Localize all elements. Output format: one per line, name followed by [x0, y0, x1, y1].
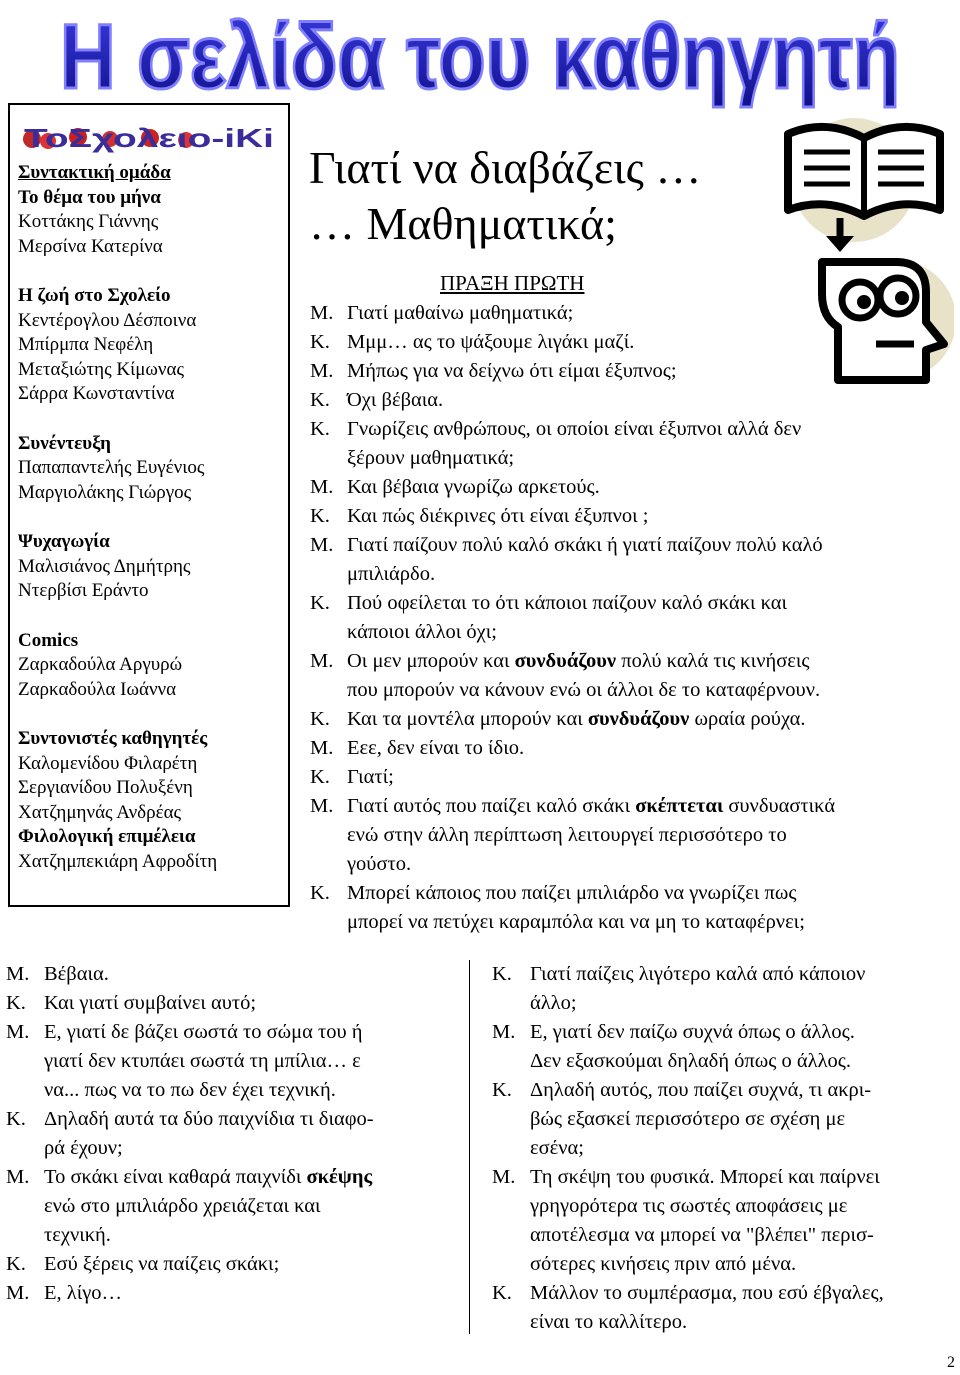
dialogue-line [492, 1134, 952, 1163]
speaker-label: Μ. [310, 534, 334, 556]
sidebar-section-heading: Ψυχαγωγία [18, 531, 110, 552]
sidebar-member-name: Μαργιολάκης Γιώργος [18, 481, 192, 503]
speaker-label: Κ. [6, 1253, 26, 1275]
dialogue-turn [6, 1105, 462, 1163]
dialogue-text: Εσύ ξέρεις να παίζεις σκάκι; [44, 1253, 280, 1275]
dialogue-text: γούστο. [347, 853, 412, 875]
sidebar-spacer [18, 407, 280, 432]
dialogue-line [6, 1076, 462, 1105]
dialogue-text: Και πώς διέκρινες ότι είναι έξυπνοι ; [347, 505, 649, 527]
dialogue-text: σότερες κινήσεις πριν από μένα. [530, 1253, 797, 1275]
speaker-label: Μ. [310, 360, 334, 382]
dialogue-line [492, 1018, 952, 1047]
dialogue-text: ενώ στο μπιλιάρδο χρειάζεται και [44, 1195, 321, 1217]
banner-title: Η σελίδα του καθηγητή [60, 6, 900, 108]
dialogue-line [310, 415, 950, 444]
dialogue-text: Ε, γιατί δε βάζει σωστά το σώμα του ή [44, 1021, 363, 1043]
sidebar-member-name: Σάρρα Κωνσταντίνα [18, 383, 175, 404]
dialogue-line [6, 1105, 462, 1134]
sidebar-member-name: Μαλισιάνος Δημήτρης [18, 555, 191, 577]
dialogue-text: άλλο; [530, 992, 577, 1014]
dialogue-text: τεχνική. [44, 1224, 111, 1246]
dialogue-turn [310, 415, 950, 473]
dialogue-text: Και τα μοντέλα μπορούν και συνδυάζουν ωραία ρούχα. [347, 708, 806, 730]
sidebar-spacer [18, 505, 280, 530]
dialogue-line [310, 531, 950, 560]
dialogue-turn [310, 792, 950, 879]
sidebar-member-name: Χατζημπεκιάρη Αφροδίτη [18, 850, 218, 872]
dialogue-text: Μμμ… ας το ψάξουμε λιγάκι μαζί. [347, 331, 635, 353]
dialogue-line [6, 1250, 462, 1279]
dialogue-turn [310, 328, 950, 357]
dialogue-text: Οι μεν μπορούν και συνδυάζουν πολύ καλά τις κινήσεις [347, 650, 810, 672]
dialogue-turn [310, 386, 950, 415]
dialogue-line [492, 1279, 952, 1308]
dialogue-line [6, 1163, 462, 1192]
speaker-label: Μ. [492, 1166, 516, 1188]
dialogue-text: Δεν εξασκούμαι δηλαδή όπως ο άλλος. [530, 1050, 852, 1072]
speaker-label: Μ. [492, 1021, 516, 1043]
speaker-label: Μ. [310, 795, 334, 817]
dialogue-text: Μπορεί κάποιος που παίζει μπιλιάρδο να γνωρίζει πως [347, 882, 797, 904]
dialogue-turn [6, 1018, 462, 1105]
dialogue-right-column [492, 960, 952, 1337]
speaker-label: Κ. [310, 592, 330, 614]
dialogue-text: Μάλλον το συμπέρασμα, που εσύ έβγαλες, [530, 1282, 884, 1304]
dialogue-text: Πού οφείλεται το ότι κάποιοι παίζουν καλό σκάκι και [347, 592, 787, 614]
dialogue-text: αποτέλεσμα να μπορεί να "βλέπει" περισ- [530, 1224, 874, 1246]
dialogue-text: γιατί δεν κτυπάει σωστά τη μπίλια… ε [44, 1050, 361, 1072]
dialogue-turn [310, 705, 950, 734]
dialogue-text: Γιατί; [347, 766, 394, 788]
speaker-label: Κ. [310, 766, 330, 788]
dialogue-turn [310, 763, 950, 792]
dialogue-line [310, 676, 950, 705]
dialogue-line [310, 879, 950, 908]
speaker-label: Μ. [310, 476, 334, 498]
dialogue-line [310, 763, 950, 792]
dialogue-line [310, 589, 950, 618]
dialogue-text: Ε, λίγο… [44, 1282, 123, 1304]
sidebar-member-name: Παπαπαντελής Ευγένιος [18, 457, 205, 478]
dialogue-text: Γιατί αυτός που παίζει καλό σκάκι σκέπτεται συνδυαστικά [347, 795, 836, 817]
speaker-label: Κ. [492, 1079, 512, 1101]
dialogue-line [310, 821, 950, 850]
dialogue-text: μπορεί να πετύχει καραμπόλα και να μη το καταφέρνει; [347, 911, 805, 933]
speaker-label: Κ. [310, 389, 330, 411]
dialogue-text: εσένα; [530, 1137, 584, 1159]
dialogue-turn [310, 531, 950, 589]
dialogue-line [310, 386, 950, 415]
sidebar-member-name: Καλομενίδου Φιλαρέτη [18, 752, 198, 774]
dialogue-turn [310, 502, 950, 531]
dialogue-turn [310, 647, 950, 705]
dialogue-text: Τη σκέψη του φυσικά. Μπορεί και παίρνει [530, 1166, 880, 1188]
dialogue-text: μπιλιάρδο. [347, 563, 436, 585]
dialogue-text: κάποιοι άλλοι όχι; [347, 621, 497, 643]
dialogue-line [310, 328, 950, 357]
dialogue-line [492, 1221, 952, 1250]
dialogue-line [6, 1279, 462, 1308]
sidebar-member-name: Κεντέρογλου Δέσποινα [18, 309, 197, 331]
sidebar-member-name: Χατζημηνάς Ανδρέας [18, 801, 182, 823]
editorial-team-box [8, 103, 290, 907]
dialogue-line [310, 705, 950, 734]
dialogue-text: Όχι βέβαια. [347, 389, 444, 411]
dialogue-turn [492, 960, 952, 1018]
sidebar-section-heading: Comics [18, 629, 79, 651]
dialogue-text: Ε, γιατί δεν παίζω συχνά όπως ο άλλος. [530, 1021, 855, 1043]
dialogue-text: ξέρουν μαθηματικά; [347, 447, 515, 469]
dialogue-line [310, 647, 950, 676]
sidebar-section-heading: Η ζωή στο Σχολείο [18, 285, 171, 306]
svg-text:ΤοΣχολειο-iKi: ΤοΣχολειο-iKi [24, 123, 274, 153]
dialogue-line [6, 1221, 462, 1250]
dialogue-text: γρηγορότερα τις σωστές αποφάσεις με [530, 1195, 848, 1217]
dialogue-text: Γιατί παίζουν πολύ καλό σκάκι ή γιατί παίζουν πολύ καλό [347, 534, 823, 556]
speaker-label: Μ. [6, 1282, 30, 1304]
dialogue-line [310, 502, 950, 531]
sidebar-member-name: Ζαρκαδούλα Αργυρώ [18, 654, 183, 675]
sidebar-member-name: Κοττάκης Γιάννης [18, 211, 159, 232]
article-title-line-1: Γιατί να διαβάζεις … [309, 142, 702, 193]
sidebar-member-name: Σεργιανίδου Πολυξένη [18, 777, 193, 798]
dialogue-turn [310, 734, 950, 763]
sidebar-section-heading: Συντονιστές καθηγητές [18, 728, 208, 749]
dialogue-line [310, 473, 950, 502]
article-title [309, 140, 701, 252]
dialogue-turn [310, 357, 950, 386]
sidebar-member-name: Ντερβίσι Εράντο [18, 580, 149, 601]
dialogue-line [310, 560, 950, 589]
dialogue-line [310, 734, 950, 763]
dialogue-line [310, 792, 950, 821]
dialogue-text: είναι το καλλίτερο. [530, 1311, 688, 1333]
dialogue-turn [6, 989, 462, 1018]
dialogue-turn [492, 1163, 952, 1279]
dialogue-turn [6, 960, 462, 989]
dialogue-turn [310, 473, 950, 502]
dialogue-line [492, 989, 952, 1018]
dialogue-line [492, 1192, 952, 1221]
sidebar-member-name: Μπίρμπα Νεφέλη [18, 334, 154, 355]
speaker-label: Κ. [310, 708, 330, 730]
dialogue-turn [310, 589, 950, 647]
dialogue-text: που μπορούν να κάνουν ενώ οι άλλοι δε το καταφέρνουν. [347, 679, 821, 701]
sidebar-spacer [18, 604, 280, 629]
dialogue-line [492, 1105, 952, 1134]
dialogue-line [6, 960, 462, 989]
dialogue-line [6, 989, 462, 1018]
dialogue-text: Δηλαδή αυτά τα δύο παιχνίδια τι διαφο- [44, 1108, 374, 1130]
page-banner [50, 0, 910, 112]
speaker-label: Κ. [310, 418, 330, 440]
dialogue-line [310, 908, 950, 937]
speaker-label: Μ. [6, 1166, 30, 1188]
speaker-label: Μ. [310, 302, 334, 324]
dialogue-text: Το σκάκι είναι καθαρά παιχνίδι σκέψης [44, 1166, 373, 1188]
sidebar-spacer [18, 259, 280, 284]
page-number: 2 [947, 1354, 955, 1371]
dialogue-line [492, 1076, 952, 1105]
dialogue-line [310, 444, 950, 473]
speaker-label: Μ. [6, 963, 30, 985]
dialogue-turn [492, 1076, 952, 1163]
speaker-label: Κ. [310, 505, 330, 527]
dialogue-line [492, 960, 952, 989]
dialogue-line [310, 299, 950, 328]
speaker-label: Μ. [310, 650, 334, 672]
dialogue-turn [6, 1163, 462, 1250]
dialogue-text: Γνωρίζεις ανθρώπους, οι οποίοι είναι έξυπνοι αλλά δεν [347, 418, 802, 440]
dialogue-line [6, 1192, 462, 1221]
dialogue-left-column [6, 960, 462, 1308]
dialogue-turn [310, 879, 950, 937]
sidebar-section-heading: Το θέμα του μήνα [18, 186, 161, 208]
dialogue-turn [6, 1279, 462, 1308]
speaker-label: Μ. [310, 737, 334, 759]
dialogue-line [492, 1047, 952, 1076]
dialogue-turn [6, 1250, 462, 1279]
speaker-label: Κ. [492, 1282, 512, 1304]
speaker-label: Κ. [310, 331, 330, 353]
dialogue-text: Δηλαδή αυτός, που παίζει συχνά, τι ακρι- [530, 1079, 872, 1101]
speaker-label: Κ. [310, 882, 330, 904]
dialogue-line [492, 1308, 952, 1337]
dialogue-turn [492, 1018, 952, 1076]
speaker-label: Μ. [6, 1021, 30, 1043]
dialogue-text: ρά έχουν; [44, 1137, 123, 1159]
dialogue-text: Γιατί παίζεις λιγότερο καλά από κάποιον [530, 963, 866, 985]
dialogue-text: βώς εξασκεί περισσότερο σε σχέση με [530, 1108, 846, 1130]
dialogue-line [6, 1047, 462, 1076]
sidebar-section-heading: Συντακτική ομάδα [18, 162, 171, 183]
sidebar-spacer [18, 702, 280, 727]
dialogue-text: Γιατί μαθαίνω μαθηματικά; [347, 302, 574, 324]
dialogue-text: Και γιατί συμβαίνει αυτό; [44, 992, 257, 1014]
dialogue-text: Εεε, δεν είναι το ίδιο. [347, 737, 525, 759]
dialogue-text: Βέβαια. [44, 963, 109, 985]
column-divider [469, 960, 470, 1334]
school-logo [18, 113, 280, 161]
dialogue-text: Μήπως για να δείχνω ότι είμαι έξυπνος; [347, 360, 677, 382]
speaker-label: Κ. [492, 963, 512, 985]
dialogue-line [6, 1018, 462, 1047]
article-title-line-2: … Μαθηματικά; [309, 198, 617, 249]
sidebar-section-heading: Συνέντευξη [18, 432, 111, 454]
sidebar-member-name: Μερσίνα Κατερίνα [18, 235, 163, 257]
dialogue-main [310, 299, 950, 937]
dialogue-line [310, 618, 950, 647]
dialogue-turn [492, 1279, 952, 1337]
dialogue-turn [310, 299, 950, 328]
speaker-label: Κ. [6, 1108, 26, 1130]
sidebar-member-name: Ζαρκαδούλα Ιωάννα [18, 678, 177, 700]
dialogue-text: Και βέβαια γνωρίζω αρκετούς. [347, 476, 600, 498]
sidebar-section-heading: Φιλολογική επιμέλεια [18, 826, 196, 847]
dialogue-line [492, 1250, 952, 1279]
editorial-team-list [18, 161, 280, 874]
speaker-label: Κ. [6, 992, 26, 1014]
dialogue-line [492, 1163, 952, 1192]
dialogue-line [310, 850, 950, 879]
dialogue-line [310, 357, 950, 386]
act-heading: ΠΡΑΞΗ ΠΡΩΤΗ [440, 271, 585, 295]
dialogue-text: ενώ στην άλλη περίπτωση λειτουργεί περισσότερο το [347, 824, 787, 846]
dialogue-text: να... πως να το πω δεν έχει τεχνική. [44, 1079, 336, 1101]
sidebar-member-name: Μεταξιώτης Κίμωνας [18, 358, 184, 380]
dialogue-line [6, 1134, 462, 1163]
